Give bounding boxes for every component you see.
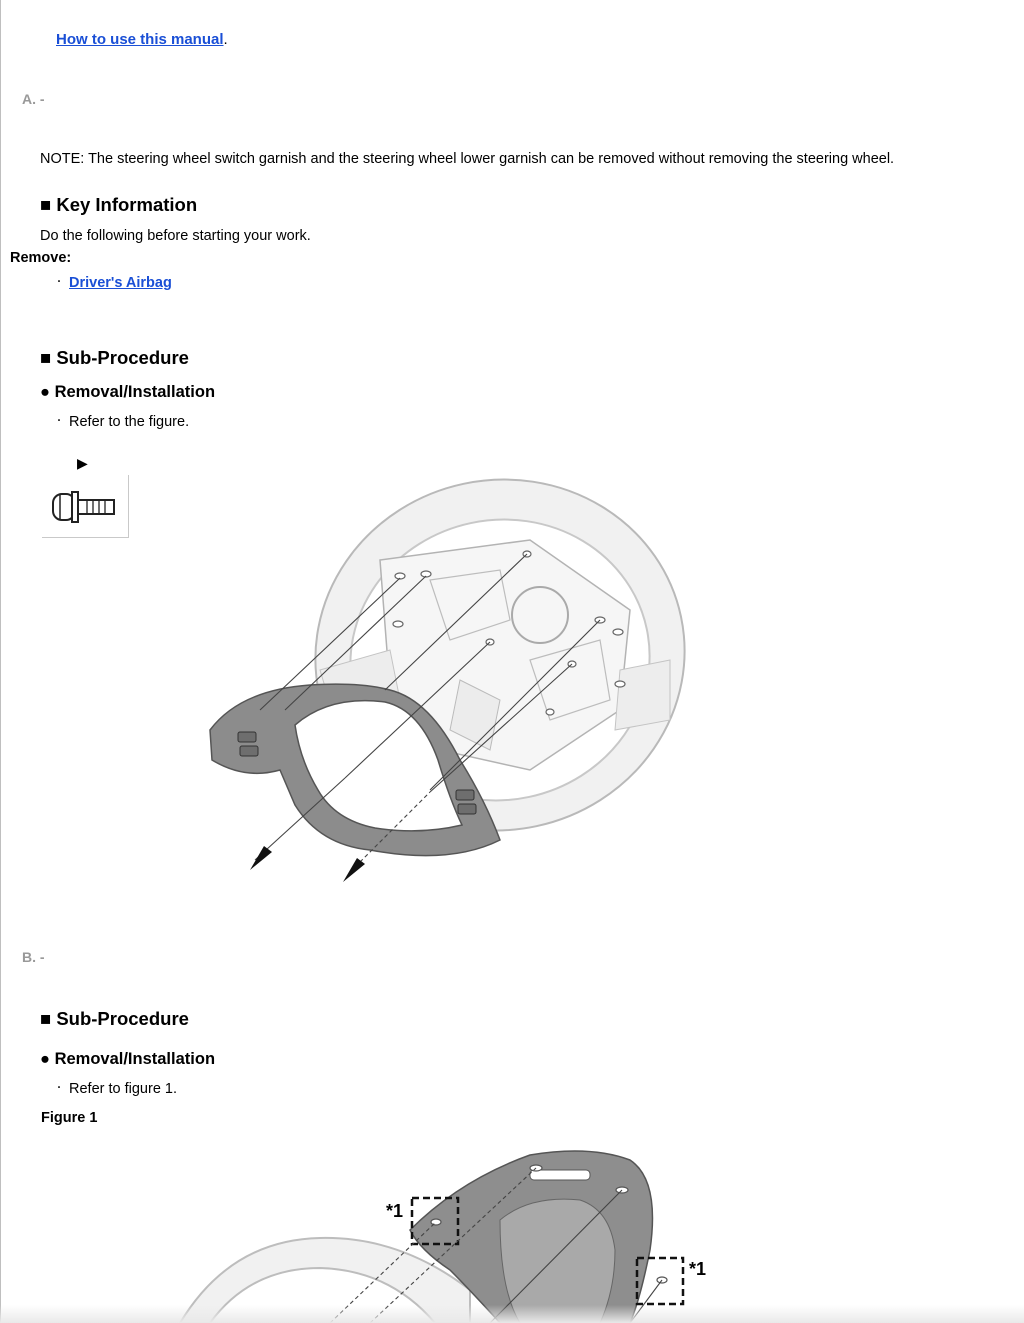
sub-procedure-heading-a	[40, 347, 189, 369]
round-bullet-icon: ●	[40, 383, 50, 401]
manual-link-suffix: .	[223, 31, 228, 48]
remove-label: Remove:	[10, 250, 72, 266]
refer-figure-text-b: Refer to figure 1.	[69, 1081, 177, 1097]
round-bullet-icon: ●	[40, 1050, 50, 1068]
key-information-heading	[40, 194, 197, 216]
key-information-title: Key Information	[56, 194, 198, 215]
screw-legend-box	[42, 475, 129, 538]
page-bottom-shadow	[0, 1305, 1024, 1323]
sub-procedure-title-a: Sub-Procedure	[56, 347, 189, 368]
square-bullet-icon: ■	[40, 347, 52, 368]
refer-figure-item-a	[54, 412, 189, 430]
small-bullet-icon: ・	[54, 1083, 64, 1094]
steering-wheel-figure-a	[200, 470, 700, 890]
how-to-use-manual-link[interactable]: How to use this manual	[56, 31, 224, 48]
drivers-airbag-link[interactable]: Driver's Airbag	[69, 275, 172, 291]
refer-figure-item-b	[54, 1079, 177, 1097]
step-a-label: A. -	[22, 91, 45, 107]
page-left-border	[0, 0, 1, 1323]
manual-link-line	[56, 31, 228, 48]
removal-installation-title-b: Removal/Installation	[54, 1050, 216, 1068]
note-text: NOTE: The steering wheel switch garnish and the steering wheel lower garnish can be removed without removing the steering wheel.	[40, 151, 895, 167]
steering-wheel-figure-b	[170, 1140, 730, 1323]
sub-procedure-heading-b	[40, 1008, 189, 1030]
step-b-label: B. -	[22, 949, 45, 965]
callout-1-left: *1	[386, 1201, 404, 1221]
key-information-intro: Do the following before starting your work.	[40, 228, 311, 244]
remove-list-item	[54, 273, 172, 291]
small-bullet-icon: ・	[54, 277, 64, 288]
removal-installation-heading-b	[40, 1050, 215, 1069]
square-bullet-icon: ■	[40, 1008, 52, 1029]
legend-triangle-marker: ▶	[77, 455, 88, 471]
square-bullet-icon: ■	[40, 194, 52, 215]
figure-1-title: Figure 1	[41, 1110, 98, 1126]
removal-installation-heading-a	[40, 383, 215, 402]
screw-icon	[42, 475, 128, 537]
callout-1-right: *1	[689, 1259, 707, 1279]
small-bullet-icon: ・	[54, 416, 64, 427]
refer-figure-text-a: Refer to the figure.	[69, 414, 190, 430]
sub-procedure-title-b: Sub-Procedure	[56, 1008, 189, 1029]
removal-installation-title-a: Removal/Installation	[54, 383, 216, 401]
